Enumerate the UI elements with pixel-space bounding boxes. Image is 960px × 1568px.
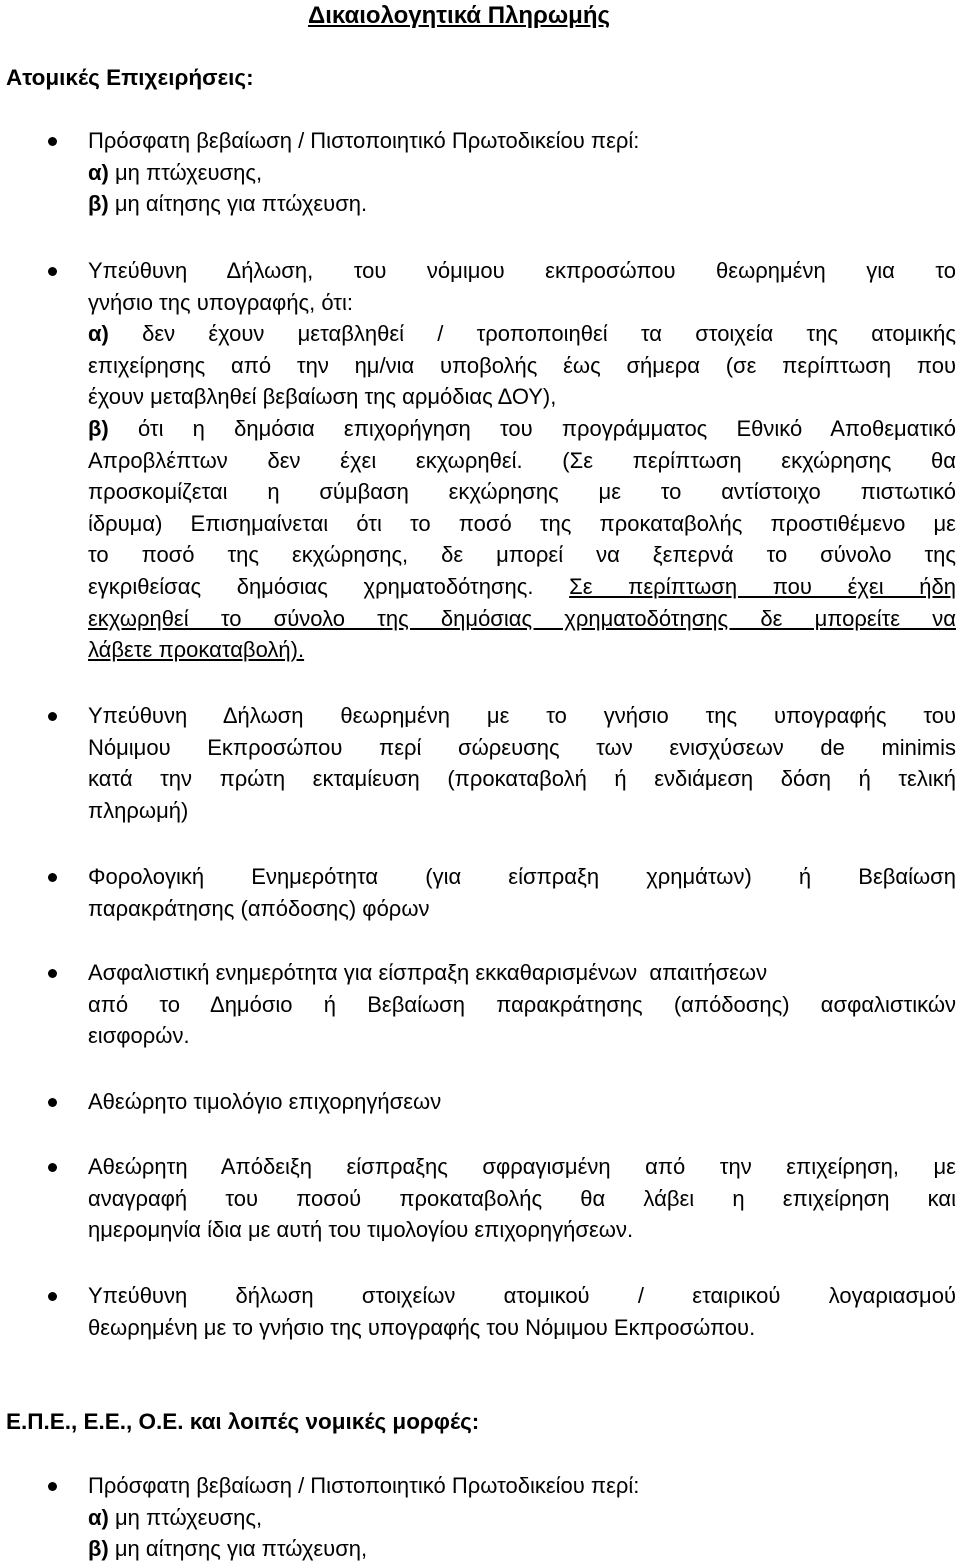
item-text	[88, 571, 956, 603]
bullet-icon	[48, 137, 57, 146]
list-item	[88, 861, 956, 924]
bullet-icon	[48, 1482, 57, 1491]
item-label: α)	[88, 1504, 109, 1530]
item-text	[88, 1502, 956, 1534]
bullet-icon	[48, 1292, 57, 1301]
item-text: Αθεώρητη Απόδειξη είσπραξης σφραγισμένη από την επιχείρηση, με	[88, 1154, 956, 1179]
item-text: το ποσό της εκχώρησης, δε μπορεί να ξεπερνά το σύνολο της	[88, 542, 956, 568]
item-text: ημερομηνία ίδια με αυτή του τιμολογίου επιχορηγήσεων.	[88, 1217, 634, 1243]
item-text: έχουν μεταβληθεί βεβαίωση της αρμόδιας ΔΟΥ),	[88, 384, 557, 410]
item-text: Υπεύθυνη Δήλωση θεωρημένη με το γνήσιο της υπογραφής του	[88, 703, 956, 728]
item-text: Πρόσφατη βεβαίωση / Πιστοποιητικό Πρωτοδικείου περί:	[88, 128, 640, 153]
item-text: Αθεώρητο τιμολόγιο επιχορηγήσεων	[88, 1089, 442, 1114]
list-item	[88, 700, 956, 826]
item-text: γνήσιο της υπογραφής, ότι:	[88, 289, 353, 315]
item-text: μη πτώχευσης,	[108, 159, 263, 185]
underlined-note	[88, 603, 956, 635]
bullet-icon	[48, 1098, 57, 1107]
list-item	[88, 1151, 956, 1246]
item-text: δεν έχουν μεταβληθεί / τροποποιηθεί τα στοιχεία της ατομικής	[108, 321, 956, 347]
item-text: θεωρημένη με το γνήσιο της υπογραφής του Νόμιμου Εκπροσώπου.	[88, 1314, 756, 1340]
underlined-note: λάβετε προκαταβολή).	[88, 637, 305, 663]
item-text: μη πτώχευσης,	[108, 1504, 263, 1530]
bullet-icon	[48, 267, 57, 276]
item-text: παρακράτησης (απόδοσης) φόρων	[88, 895, 430, 921]
item-label: β)	[88, 415, 109, 441]
item-label: α)	[88, 321, 109, 347]
underlined-note: Σε περίπτωση που έχει ήδη	[569, 573, 956, 599]
underlined-note: εκχωρηθεί το σύνολο της δημόσιας χρηματοδότησης δε μπορείτε να	[88, 605, 956, 631]
item-text: μη αίτησης για πτώχευση,	[108, 1536, 368, 1562]
list-item	[88, 255, 956, 666]
item-label: α)	[88, 159, 109, 185]
item-text	[88, 1533, 956, 1565]
list-item	[88, 1470, 956, 1565]
item-text: Πρόσφατη βεβαίωση / Πιστοποιητικό Πρωτοδικείου περί:	[88, 1473, 640, 1498]
item-text	[88, 188, 956, 220]
item-text: ίδρυμα) Επισημαίνεται ότι το ποσό της προκαταβολής προστιθέμενο με	[88, 510, 956, 536]
item-text: κατά την πρώτη εκταμίευση (προκαταβολή ή ενδιάμεση δόση ή τελική	[88, 766, 956, 792]
item-text: Υπεύθυνη Δήλωση, του νόμιμου εκπροσώπου θεωρημένη για το	[88, 258, 956, 283]
item-text: Απροβλέπτων δεν έχει εκχωρηθεί. (Σε περίπτωση εκχώρησης θα	[88, 447, 956, 473]
list-item	[88, 125, 956, 220]
item-text: ότι η δημόσια επιχορήγηση του προγράμματος Εθνικό Αποθεματικό	[108, 415, 956, 441]
item-text: εισφορών.	[88, 1023, 190, 1049]
section-heading-legal-entities: Ε.Π.Ε., Ε.Ε., Ο.Ε. και λοιπές νομικές μορφές:	[6, 1409, 480, 1434]
underlined-note	[88, 634, 956, 666]
bullet-icon	[48, 969, 57, 978]
item-label: β)	[88, 191, 109, 217]
item-text: Νόμιμου Εκπροσώπου περί σώρευσης των ενισχύσεων de minimis	[88, 734, 956, 760]
item-text: από το Δημόσιο ή Βεβαίωση παρακράτησης (απόδοσης) ασφαλιστικών	[88, 991, 956, 1017]
item-text	[88, 413, 956, 445]
item-text: Ασφαλιστική ενημερότητα για είσπραξη εκκαθαρισμένων απαιτήσεων	[88, 960, 768, 985]
item-text: αναγραφή του ποσού προκαταβολής θα λάβει η επιχείρηση και	[88, 1185, 956, 1211]
bullet-icon	[48, 712, 57, 721]
item-text: Φορολογική Ενημερότητα (για είσπραξη χρημάτων) ή Βεβαίωση	[88, 864, 956, 889]
item-text: μη αίτησης για πτώχευση.	[108, 191, 368, 217]
item-text: Υπεύθυνη δήλωση στοιχείων ατομικού / εταιρικού λογαριασμού	[88, 1283, 956, 1308]
item-text: εγκριθείσας δημόσιας χρηματοδότησης.	[88, 573, 570, 599]
document-title: Δικαιολογητικά Πληρωμής	[308, 2, 610, 29]
item-text: επιχείρησης από την ημ/νια υποβολής έως σήμερα (σε περίπτωση που	[88, 352, 956, 378]
list-item	[88, 1280, 956, 1343]
item-text	[88, 157, 956, 189]
item-label: β)	[88, 1536, 109, 1562]
list-item	[88, 957, 956, 1052]
bullet-icon	[48, 1163, 57, 1172]
item-text: πληρωμή)	[88, 797, 189, 823]
item-text: προσκομίζεται η σύμβαση εκχώρησης με το αντίστοιχο πιστωτικό	[88, 479, 956, 505]
list-item	[88, 1086, 956, 1118]
bullet-icon	[48, 873, 57, 882]
section-heading-sole-proprietorships: Ατομικές Επιχειρήσεις:	[6, 65, 254, 90]
item-text	[88, 318, 956, 350]
